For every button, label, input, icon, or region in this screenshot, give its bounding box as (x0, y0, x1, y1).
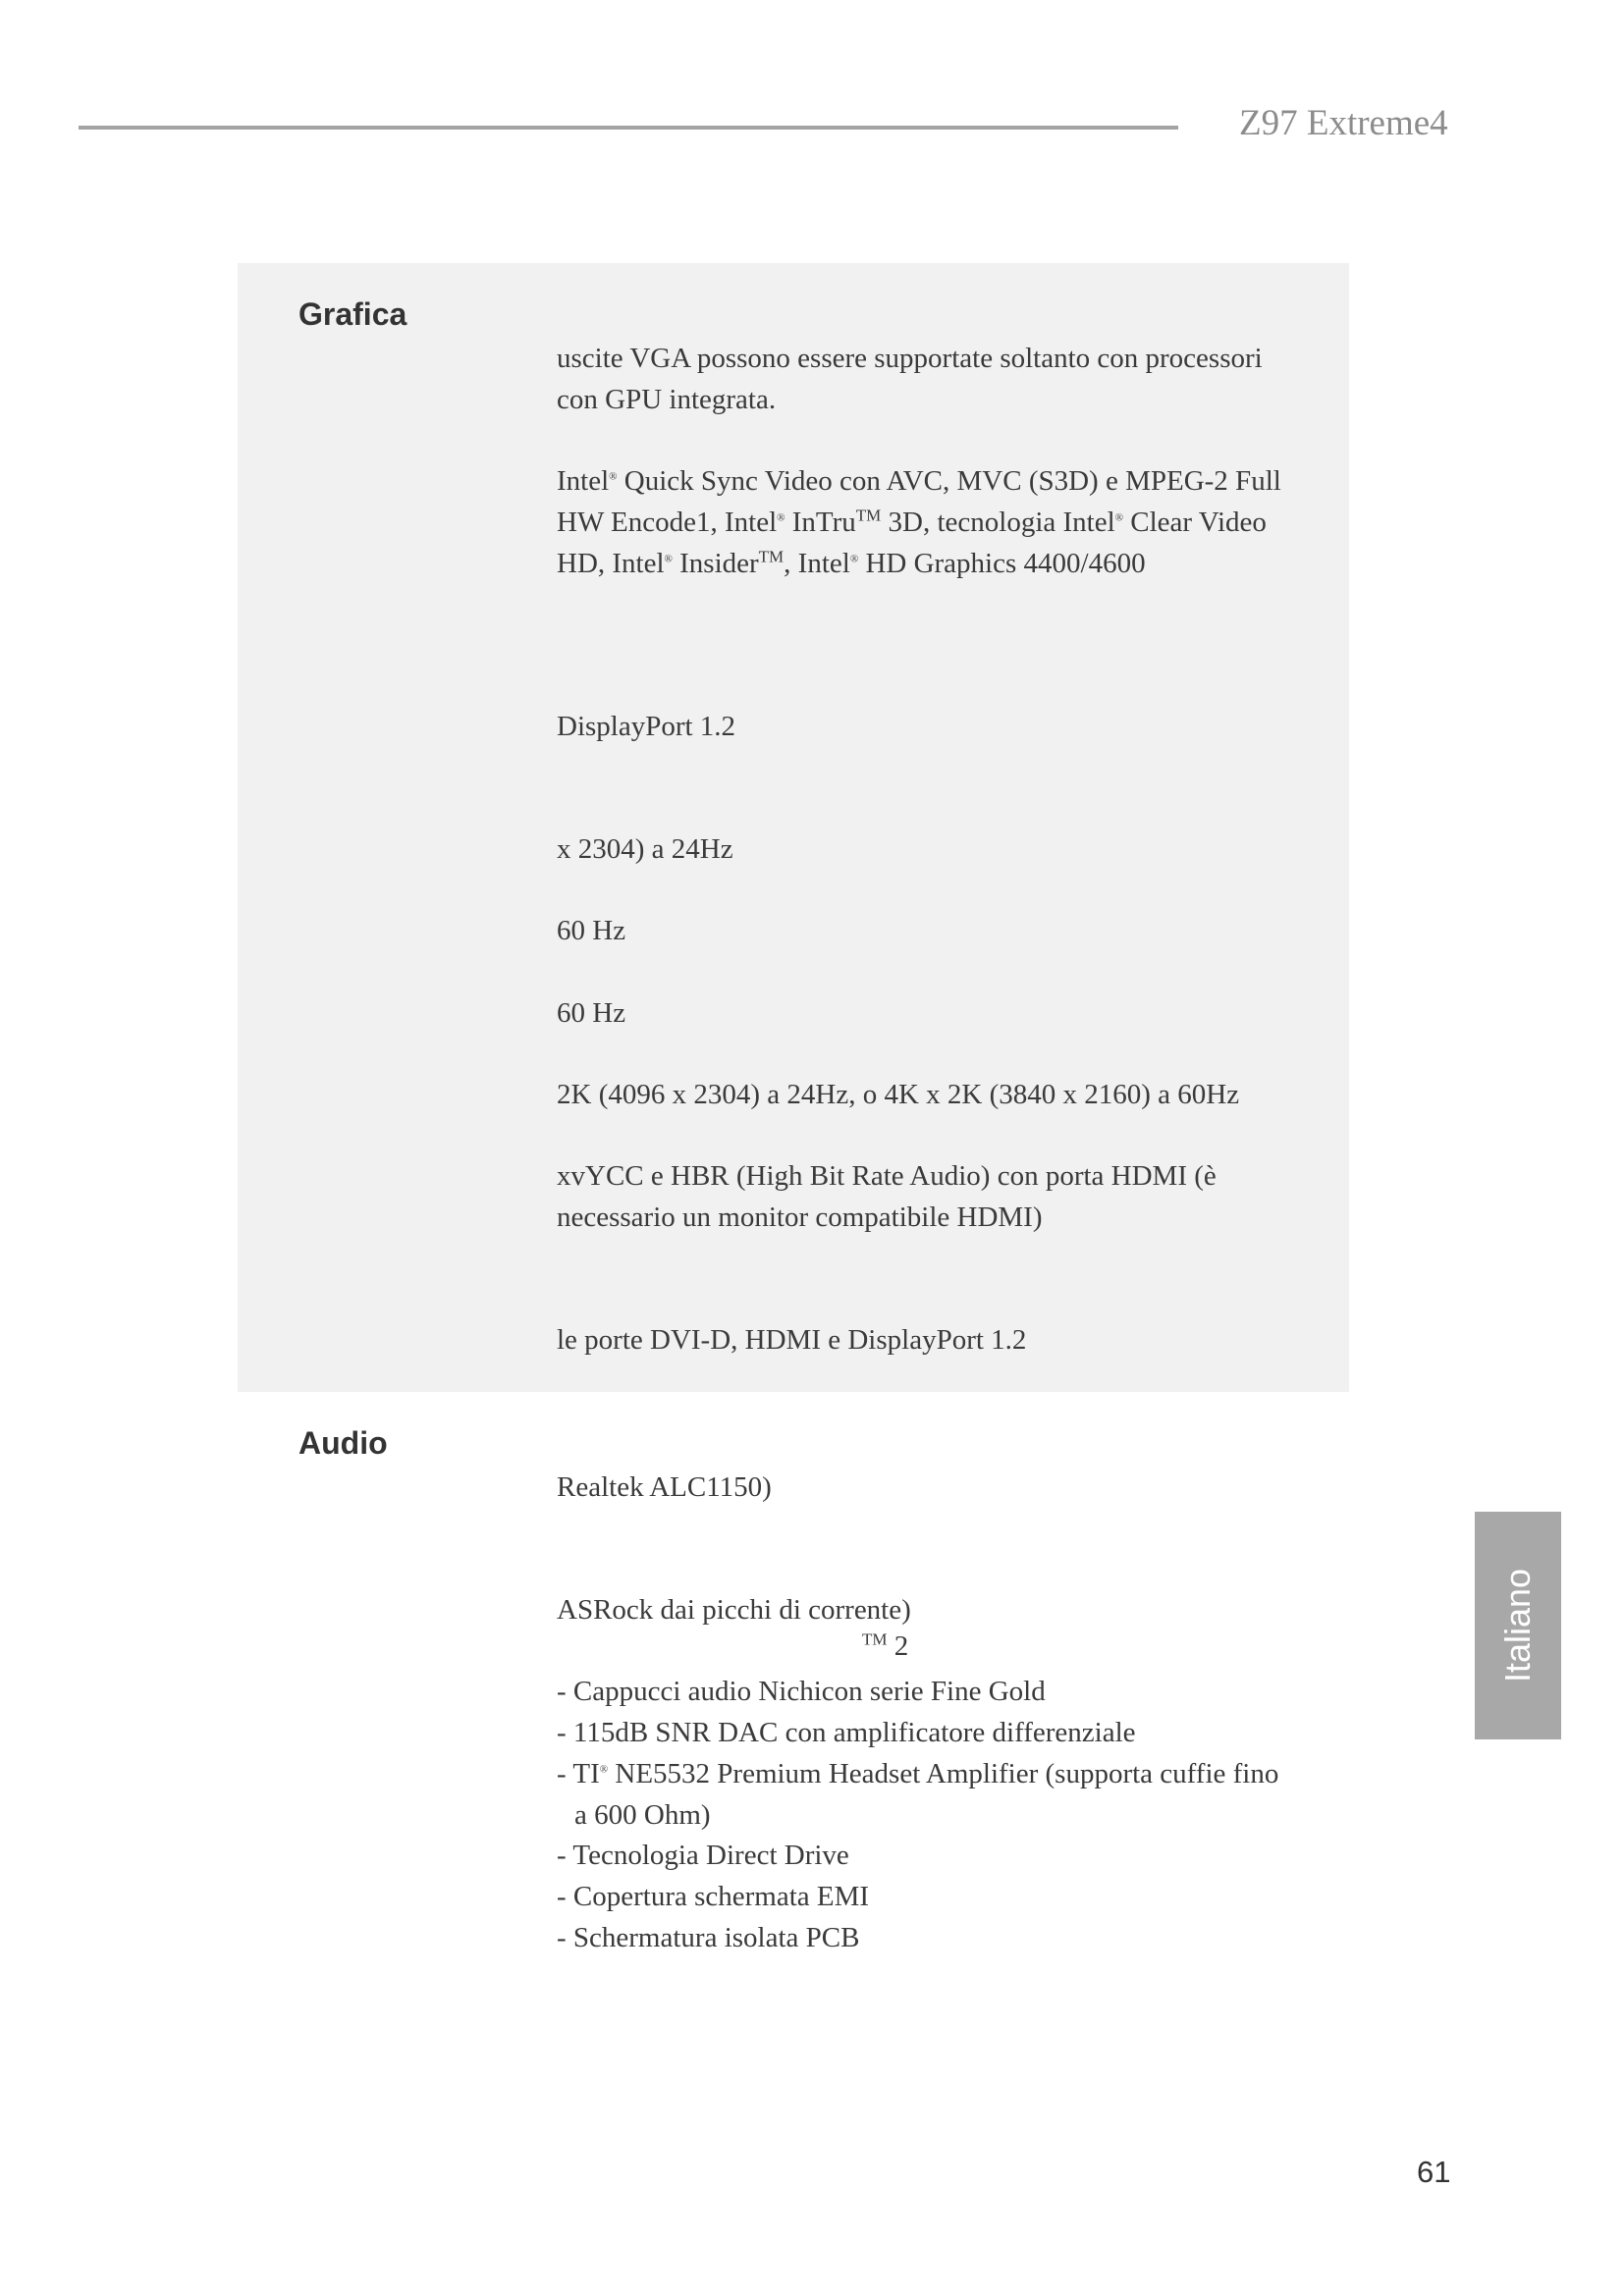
grafica-hw-line: HW Encode1, Intel® InTru™ 3D, tecnologia Intel® Clear Video (557, 506, 1267, 538)
audio-line: - Schermatura isolata PCB (557, 1922, 860, 1953)
audio-tm-line: ™ 2 (862, 1629, 909, 1662)
registered-mark: ® (664, 553, 673, 565)
trademark-mark: TM (862, 1629, 888, 1649)
audio-line: - 115dB SNR DAC con amplificatore differenziale (557, 1717, 1136, 1748)
grafica-line: uscite VGA possono essere supportate soltanto con processori (557, 343, 1263, 374)
trademark-mark: TM (855, 506, 882, 525)
audio-label: Audio (298, 1425, 388, 1461)
grafica-line: xvYCC e HBR (High Bit Rate Audio) con porta HDMI (è (557, 1160, 1217, 1192)
header-title: Z97 Extreme4 (1239, 103, 1448, 143)
language-tab (1475, 1512, 1561, 1739)
audio-line: Realtek ALC1150) (557, 1471, 772, 1503)
audio-line: - Copertura schermata EMI (557, 1881, 870, 1912)
registered-mark: ® (777, 511, 785, 524)
registered-mark: ® (599, 1763, 609, 1776)
grafica-hd-line: HD, Intel® Insider™, Intel® HD Graphics 4400/4600 (557, 547, 1146, 579)
grafica-line: x 2304) a 24Hz (557, 833, 733, 865)
grafica-line: 2K (4096 x 2304) a 24Hz, o 4K x 2K (3840 x 2160) a 60Hz (557, 1079, 1240, 1110)
grafica-quicksync-line: Intel® Quick Sync Video con AVC, MVC (S3D) e MPEG-2 Full (557, 465, 1281, 497)
grafica-line: DisplayPort 1.2 (557, 711, 736, 742)
header-rule (79, 126, 1178, 130)
grafica-label: Grafica (298, 296, 407, 332)
audio-line: - Tecnologia Direct Drive (557, 1840, 849, 1871)
registered-mark: ® (609, 470, 618, 483)
grafica-line: 60 Hz (557, 915, 626, 946)
page-number: 61 (1417, 2155, 1451, 2189)
language-tab-label: Italiano (1497, 1568, 1538, 1683)
registered-mark: ® (849, 553, 859, 565)
grafica-line: con GPU integrata. (557, 384, 777, 415)
grafica-line: le porte DVI-D, HDMI e DisplayPort 1.2 (557, 1324, 1027, 1356)
grafica-line: 60 Hz (557, 997, 626, 1029)
audio-line: ASRock dai picchi di corrente) (557, 1594, 911, 1626)
audio-line: a 600 Ohm) (574, 1799, 711, 1831)
trademark-mark: TM (758, 547, 785, 566)
audio-line: - Cappucci audio Nichicon serie Fine Gold (557, 1676, 1046, 1707)
grafica-line: necessario un monitor compatibile HDMI) (557, 1201, 1043, 1233)
audio-ti-line: - TI® NE5532 Premium Headset Amplifier (supporta cuffie fino (557, 1758, 1279, 1789)
registered-mark: ® (1114, 511, 1124, 524)
